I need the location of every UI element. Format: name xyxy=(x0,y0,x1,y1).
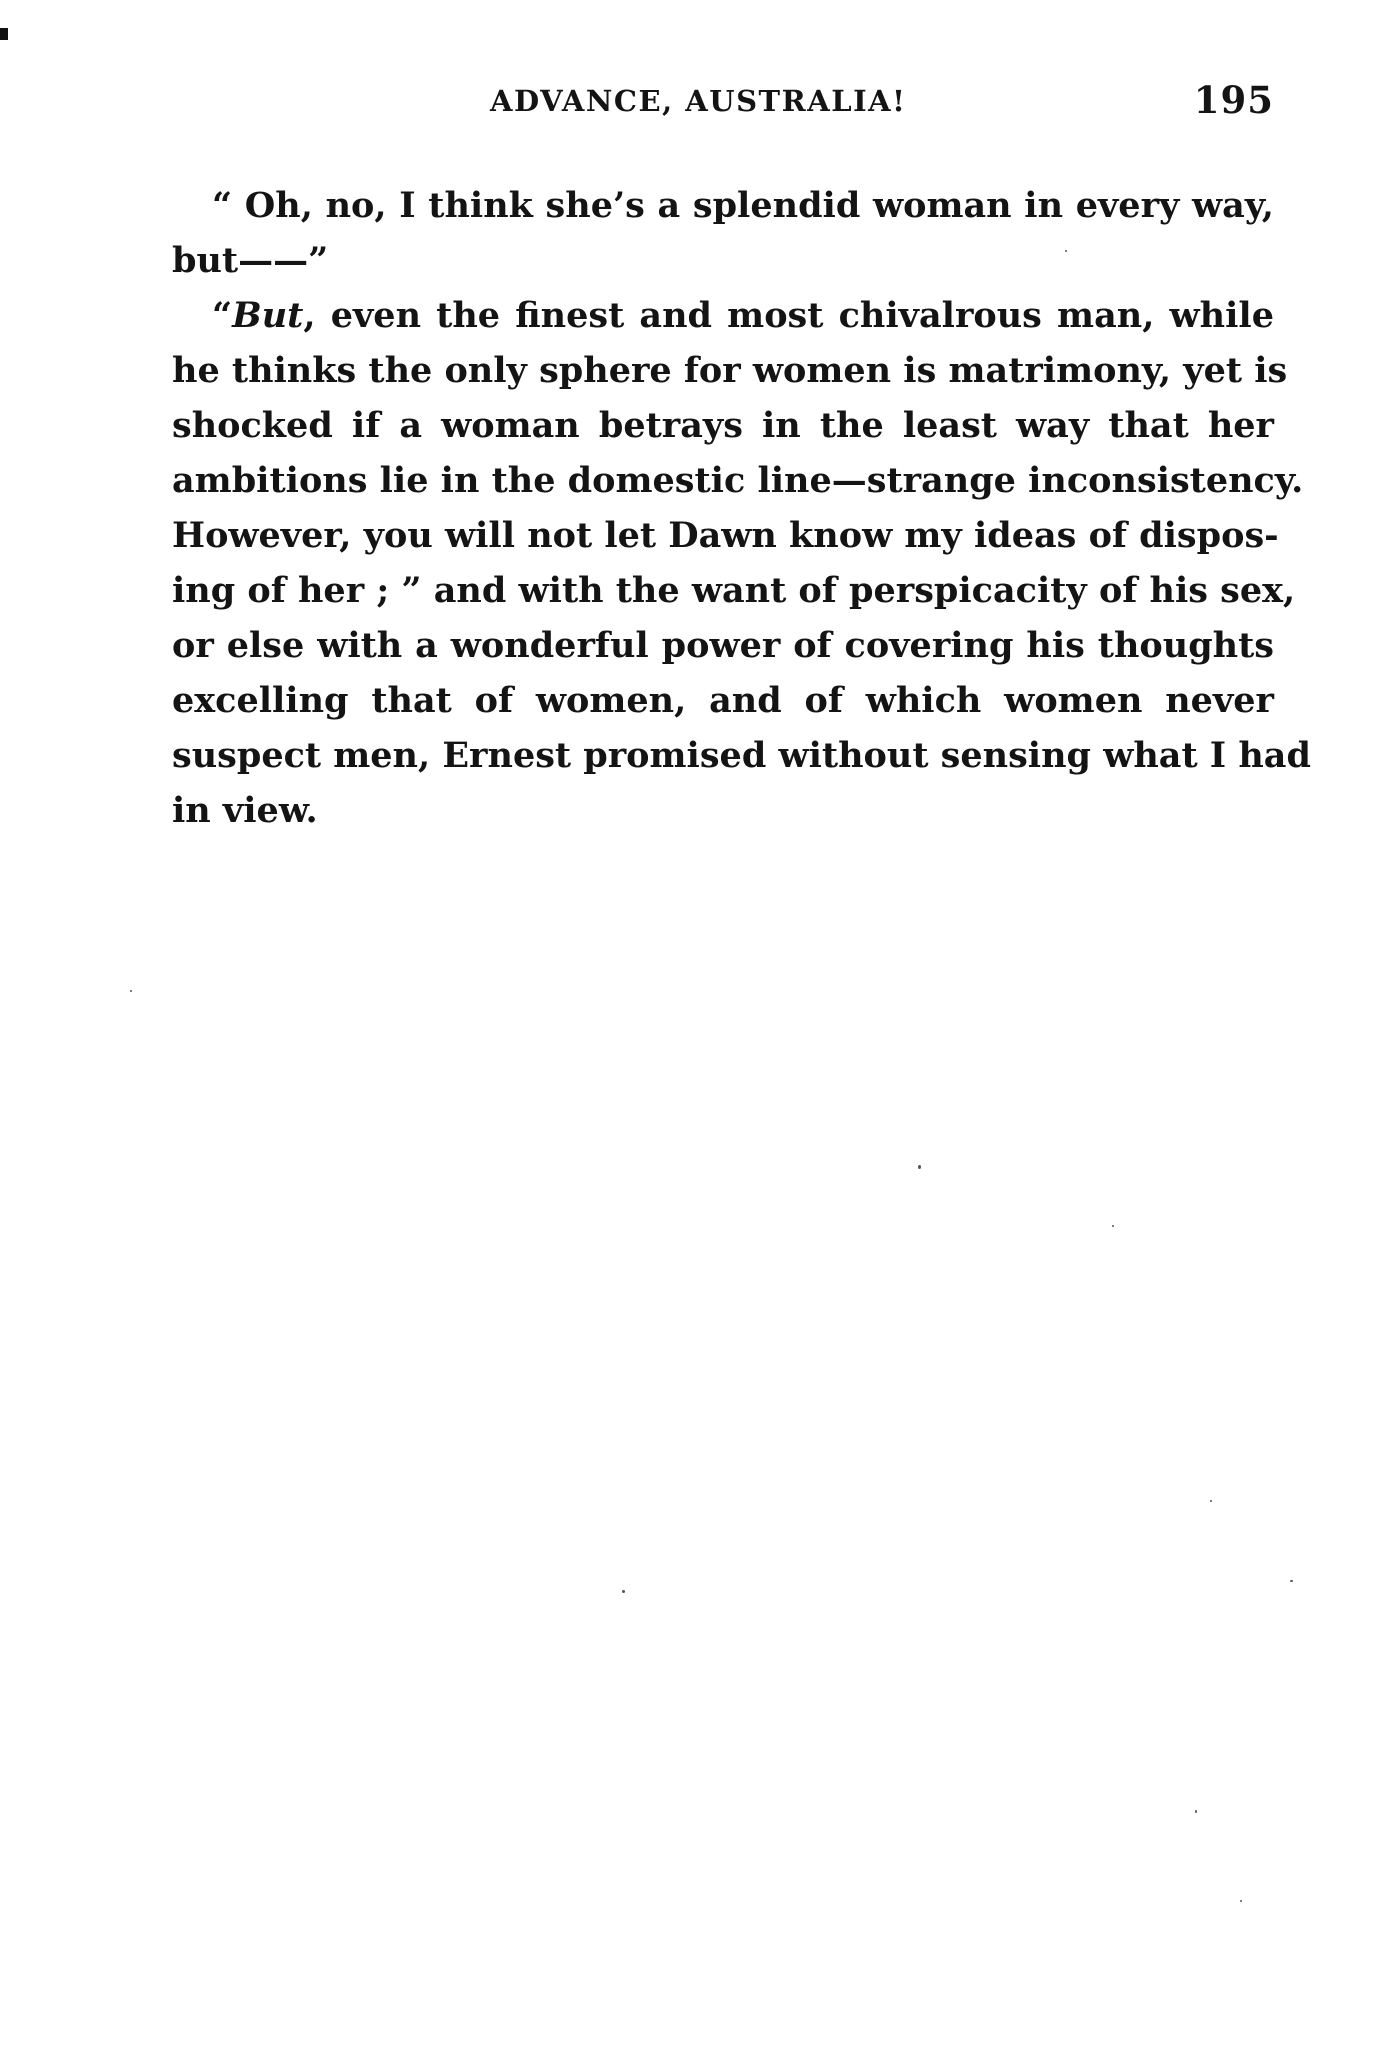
text-line: but——” xyxy=(172,240,329,281)
scan-speck xyxy=(918,1165,921,1169)
emphasis-word: But xyxy=(232,295,304,336)
text-segment: , even the finest and most chivalrous man, while xyxy=(303,295,1274,336)
running-head xyxy=(172,78,1274,128)
scan-speck xyxy=(1210,1500,1212,1502)
scan-edge-mark xyxy=(0,28,8,40)
scan-speck xyxy=(1290,1580,1293,1582)
text-line: suspect men, Ernest promised without sensing what I had xyxy=(172,735,1311,776)
text-line: ambitions lie in the domestic line—strange inconsistency. xyxy=(172,460,1304,501)
text-line: shocked if a woman betrays in the least way that her xyxy=(172,405,1274,446)
text-line: or else with a wonderful power of covering his thoughts xyxy=(172,625,1274,666)
running-title: ADVANCE, AUSTRALIA! xyxy=(490,84,907,118)
scan-speck xyxy=(1065,250,1067,252)
scan-speck xyxy=(622,1590,625,1593)
scan-speck xyxy=(1240,1900,1242,1902)
open-quote: “ xyxy=(212,295,233,336)
scan-speck xyxy=(1112,1225,1114,1227)
scan-speck xyxy=(130,990,132,992)
text-line: However, you will not let Dawn know my ideas of dispos- xyxy=(172,515,1279,556)
body-text xyxy=(172,178,1311,838)
text-line: “ Oh, no, I think she’s a splendid woman in every way, xyxy=(212,185,1274,226)
page-number: 195 xyxy=(1193,78,1274,122)
text-line: ing of her ; ” and with the want of perspicacity of his sex, xyxy=(172,570,1296,611)
text-line: excelling that of women, and of which women never xyxy=(172,680,1274,721)
text-line xyxy=(172,288,1274,343)
scan-speck xyxy=(1195,1810,1197,1813)
text-line: he thinks the only sphere for women is matrimony, yet is xyxy=(172,350,1288,391)
text-line: in view. xyxy=(172,790,318,831)
